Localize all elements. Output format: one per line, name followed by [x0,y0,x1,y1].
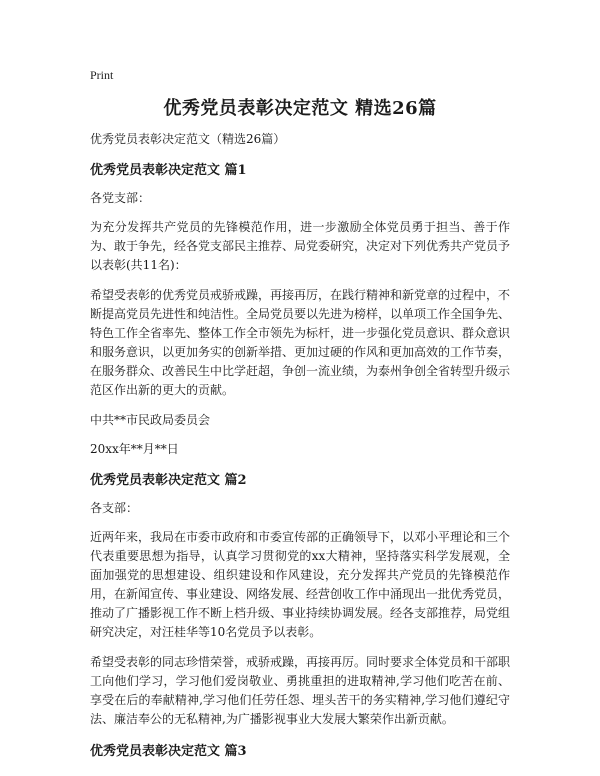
section-paragraph: 近两年来，我局在市委市政府和市委宣传部的正确领导下，以邓小平理论和三个代表重要思想为指导，认真学习贯彻党的xx大精神，坚持落实科学发展观，全面加强党的思想建设、组织建设和作风建设，充分发挥共产党员的先锋模范作用，在新闻宣传、事业建设、网络发展、经营创收工作中涌现出一批优秀党员，推动了广播影视工作不断上档升级、事业持续协调发展。经各支部推荐，局党组研究决定，对汪桂华等10名党员予以表彰。 [90,530,511,639]
print-label: Print [90,68,114,82]
section-2 [90,469,510,729]
signature-date: 20xx年**月**日 [90,442,179,456]
section-heading: 优秀党员表彰决定范文 篇2 [90,473,247,488]
document-subtitle: 优秀党员表彰决定范文（精选26篇） [90,132,286,146]
section-heading: 优秀党员表彰决定范文 篇1 [90,163,247,178]
section-3 [90,740,510,759]
section-heading: 优秀党员表彰决定范文 篇3 [90,744,247,759]
section-paragraph: 为充分发挥共产党员的先锋模范作用，进一步激励全体党员勇于担当、善于作为、敢于争先，经各党支部民主推荐、局党委研究，决定对下列优秀共产党员予以表彰(共11名)： [90,220,511,272]
signature-organization: 中共**市民政局委员会 [90,413,211,427]
section-greeting: 各党支部： [90,191,151,205]
section-paragraph: 希望受表彰的同志珍惜荣誉，戒骄戒躁，再接再厉。同时要求全体党员和干部职工向他们学习，学习他们爱岗敬业、勇挑重担的进取精神,学习他们吃苦在前、享受在后的奉献精神,学习他们任劳任怨、埋头苦干的务实精神,学习他们遵纪守法、廉洁奉公的无私精神,为广播影视事业大发展大繁荣作出新贡献。 [90,655,511,726]
document-title: 优秀党员表彰决定范文 精选26篇 [163,98,437,119]
section-greeting: 各支部： [90,501,139,515]
section-1 [90,159,510,457]
section-paragraph: 希望受表彰的优秀党员戒骄戒躁，再接再厉，在践行精神和新党章的过程中，不断提高党员先进性和纯洁性。全局党员要以先进为榜样，以单项工作全国争先、特色工作全省率先、整体工作全市领先为标杆，进一步强化党员意识、群众意识和服务意识，以更加务实的创新举措、更加过硬的作风和更加高效的工作节奏，在服务群众、改善民生中比学赶超，争创一流业绩，为泰州争创全省转型升级示范区作出新的更大的贡献。 [90,288,511,397]
